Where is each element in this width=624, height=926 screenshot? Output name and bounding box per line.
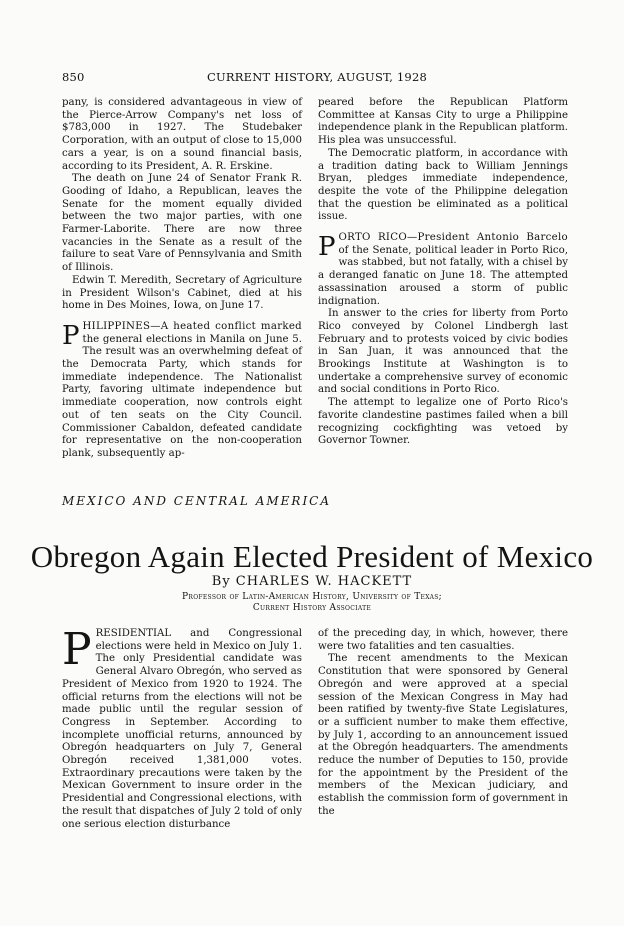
running-title: CURRENT HISTORY, AUGUST, 1928 xyxy=(207,70,427,84)
page-number: 850 xyxy=(62,70,85,84)
top-right-column xyxy=(318,97,568,448)
paragraph: The recent amendments to the Mexican Constitution that were sponsored by General Obregón and were approved at a special session of the Mexican Congress in May had been ratified by twenty-five State Legislatures, or a sufficient number to make them effective, by July 1, according to an announcement issued at the Obregón headquarters. The amendments reduce the number of Deputies to 150, provide for the appointment by the President of the members of the Mexican judiciary, and establish the commission form of government in the xyxy=(318,653,568,817)
article-headline: Obregon Again Elected President of Mexico xyxy=(30,539,594,574)
drop-cap: P xyxy=(318,232,336,263)
paragraph: pany, is considered advantageous in view of the Pierce-Arrow Company's net loss of $783,000 in 1927. The Studebaker Corporation, with an output of close to 15,000 cars a year, is on a sound financial basis, according to its President, A. R. Erskine. xyxy=(62,97,302,172)
paragraph-text: ORTO RICO—President Antonio Barcelo of the Senate, political leader in Porto Rico, was stabbed, but not fatally, with a chisel by a deranged fanatic on June 18. The attempted assassination aroused a storm of public indignation. xyxy=(318,232,568,307)
section-heading: MEXICO AND CENTRAL AMERICA xyxy=(62,494,332,508)
porto-rico-paragraph xyxy=(318,232,568,308)
paragraph: Edwin T. Meredith, Secretary of Agriculture in President Wilson's Cabinet, died at his home in Des Moines, Iowa, on June 17. xyxy=(62,274,302,312)
paragraph-text: RESIDENTIAL and Congressional elections were held in Mexico on July 1. The only Presidential candidate was General Alvaro Obregón, who served as President of Mexico from 1920 to 1924. The official returns from the elections will not be made public until the regular session of Congress in September. According to incomplete unofficial returns, announced by Obregón headquarters on July 7, General Obregón received 1,381,000 votes. Extraordinary precautions were taken by the Mexican Government to insure order in the Presidential and Congressional elections, with the result that dispatches of July 2 told of only one serious election disturbance xyxy=(62,628,302,830)
paragraph: In answer to the cries for liberty from Porto Rico conveyed by Colonel Lindbergh last February and to protests voiced by civic bodies in San Juan, it was announced that the Brookings Institute at Washington is to undertake a comprehensive survey of economic and social conditions in Porto Rico. xyxy=(318,308,568,396)
drop-cap: P xyxy=(62,320,80,351)
opening-paragraph xyxy=(62,624,302,831)
paragraph: The death on June 24 of Senator Frank R. Gooding of Idaho, a Republican, leaves the Senate for the moment equally divided between the two major parties, with one Farmer-Laborite. There are now three vacancies in the Senate as a result of the failure to seat Vare of Pennsylvania and Smith of Illinois. xyxy=(62,173,302,274)
paragraph: The attempt to legalize one of Porto Rico's favorite clandestine pastimes failed when a bill recognizing cockfighting was vetoed by Governor Towner. xyxy=(318,397,568,447)
paragraph: of the preceding day, in which, however, there were two fatalities and ten casualties. xyxy=(318,628,568,652)
drop-cap: P xyxy=(62,624,92,675)
philippines-paragraph xyxy=(62,321,302,461)
paragraph: The Democratic platform, in accordance with a tradition dating back to William Jennings Bryan, pledges immediate independence, despite the vote of the Philippine delegation that the question be eliminated as a political issue. xyxy=(318,147,568,223)
byline: By CHARLES W. HACKETT xyxy=(211,574,413,589)
paragraph: peared before the Republican Platform Committee at Kansas City to urge a Philippine independence plank in the Republican platform. His plea was unsuccessful. xyxy=(318,97,568,147)
article-left-column xyxy=(62,624,302,831)
article-right-column xyxy=(318,628,568,819)
author-affiliation xyxy=(0,592,624,614)
paragraph-text: HILIPPINES—A heated conflict marked the general elections in Manila on June 5. The result was an overwhelming defeat of the Democrata Party, which stands for immediate independence. The Nationalist Party, favoring ultimate independence but immediate cooperation, now controls eight out of ten seats on the City Council. Commissioner Cabaldon, defeated candidate for representative on the non-cooperation plank, subsequently ap- xyxy=(62,320,302,459)
affiliation-line: Current History Associate xyxy=(252,603,372,613)
top-left-column xyxy=(62,97,302,461)
affiliation-line: Professor of Latin-American History, University of Texas; xyxy=(182,592,442,602)
